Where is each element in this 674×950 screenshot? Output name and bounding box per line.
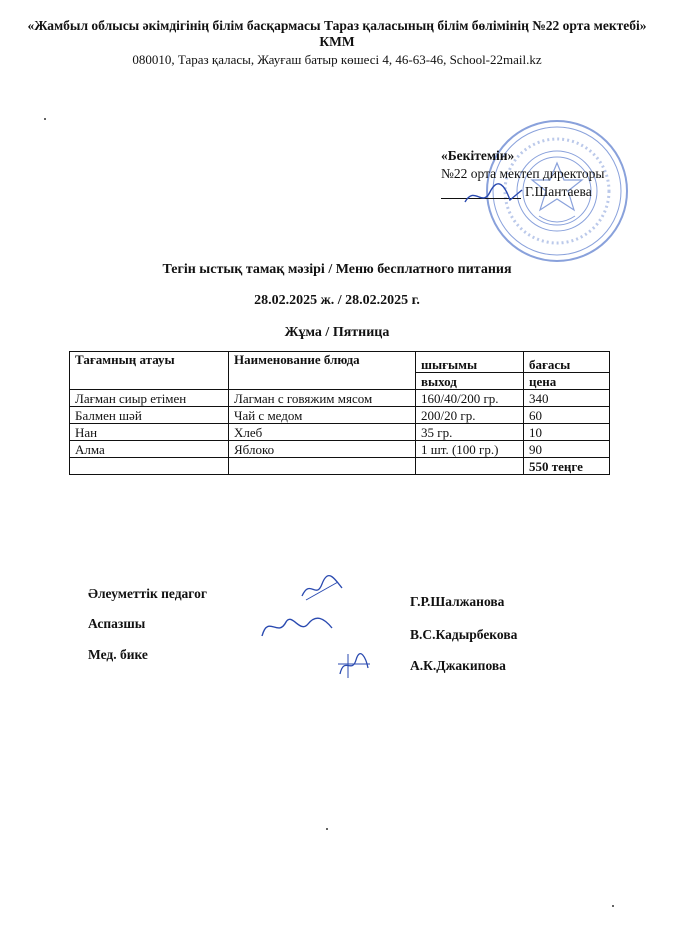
row-name-ru: Чай с медом xyxy=(229,407,416,424)
row-name-ru: Лагман с говяжим мясом xyxy=(229,390,416,407)
row-yield: 1 шт. (100 гр.) xyxy=(416,441,524,458)
row-yield: 160/40/200 гр. xyxy=(416,390,524,407)
name-social-pedagogue: Г.Р.Шалжанова xyxy=(410,594,505,609)
row-name-ru: Хлеб xyxy=(229,424,416,441)
menu-title: Тегін ыстық тамақ мәзірі / Меню бесплатного питания xyxy=(162,262,512,277)
scan-speck xyxy=(44,118,46,120)
table-row xyxy=(70,407,610,424)
header-name-kz: Тағамның атауы xyxy=(70,352,229,390)
row-name-kz: Лағман сиыр етімен xyxy=(70,390,229,407)
row-name-ru: Яблоко xyxy=(229,441,416,458)
name-cook: В.С.Кадырбекова xyxy=(410,627,518,642)
row-price: 10 xyxy=(524,424,610,441)
name-nurse: А.К.Джакипова xyxy=(410,658,506,673)
table-total-row xyxy=(70,458,610,475)
role-cook: Аспазшы xyxy=(88,616,146,631)
row-name-kz: Алма xyxy=(70,441,229,458)
scan-speck xyxy=(326,828,328,830)
menu-table xyxy=(69,351,610,475)
director-signature xyxy=(460,180,530,210)
role-nurse: Мед. бике xyxy=(88,647,148,662)
header-price-kz: бағасы xyxy=(524,352,610,373)
table-row xyxy=(70,390,610,407)
approval-title: «Бекітемін» xyxy=(441,148,515,163)
menu-day: Жұма / Пятница xyxy=(284,325,390,340)
table-row xyxy=(70,424,610,441)
table-row xyxy=(70,441,610,458)
signature-3 xyxy=(334,650,374,680)
signature-2 xyxy=(258,608,338,642)
header-price-ru: цена xyxy=(524,373,610,390)
row-price: 60 xyxy=(524,407,610,424)
row-name-kz: Балмен шәй xyxy=(70,407,229,424)
total-price: 550 теңге xyxy=(524,458,610,475)
director-name: Г.Шантаева xyxy=(525,184,592,199)
organization-address: 080010, Тараз қаласы, Жауғаш батыр көшесі 4, 46-63-46, School-22mail.kz xyxy=(132,52,542,67)
menu-date: 28.02.2025 ж. / 28.02.2025 г. xyxy=(254,293,420,308)
table-header-row xyxy=(70,352,610,373)
header-yield-ru: выход xyxy=(416,373,524,390)
row-price: 90 xyxy=(524,441,610,458)
header-name-ru: Наименование блюда xyxy=(229,352,416,390)
approval-position: №22 орта мектеп директоры xyxy=(441,166,605,181)
row-price: 340 xyxy=(524,390,610,407)
row-yield: 35 гр. xyxy=(416,424,524,441)
header-yield-kz: шығымы xyxy=(416,352,524,373)
signature-1 xyxy=(298,574,348,604)
role-social-pedagogue: Әлеуметтік педагог xyxy=(88,586,207,601)
scan-speck xyxy=(612,905,614,907)
row-name-kz: Нан xyxy=(70,424,229,441)
row-yield: 200/20 гр. xyxy=(416,407,524,424)
organization-name: «Жамбыл облысы әкімдігінің білім басқармасы Тараз қаласының білім бөлімінің №22 орта мектебі» КММ xyxy=(27,18,647,49)
